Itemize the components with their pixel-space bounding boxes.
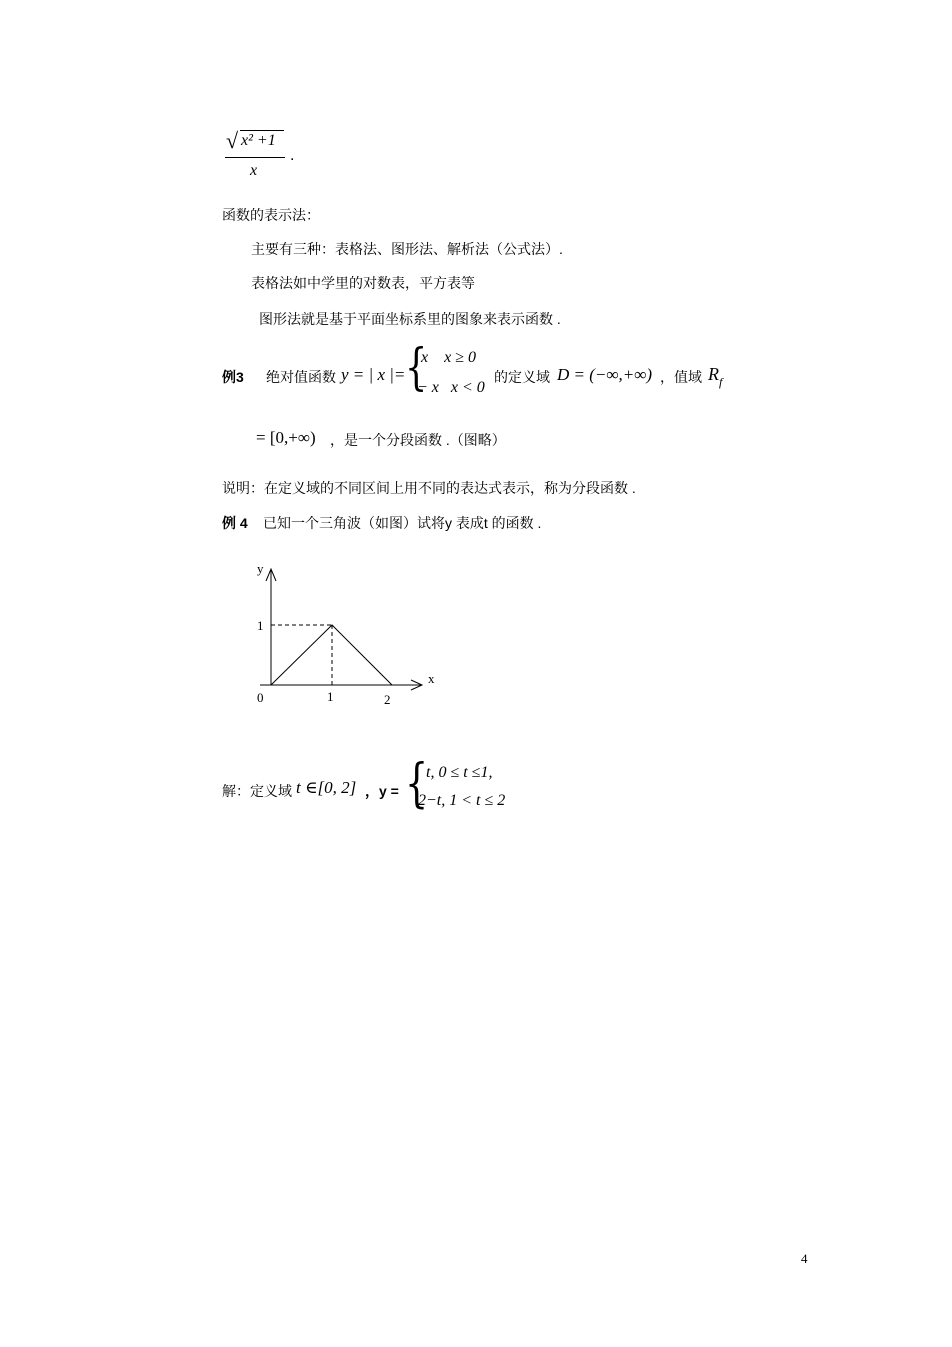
representation-line-2: 表格法如中学里的对数表，平方表等	[251, 275, 475, 291]
solution-domain: t ∈[0, 2]	[296, 778, 357, 797]
example-3-range-sub: f	[719, 375, 723, 389]
x-axis-label: x	[428, 671, 435, 686]
example-3-range-symbol: R	[708, 364, 719, 384]
example-4-text: 已知一个三角波（如图）试将y 表成t 的函数 .	[263, 515, 542, 531]
solution-case-2: 2−t, 1 < t ≤ 2	[418, 792, 506, 809]
example-3-range-text: ，值域	[660, 369, 702, 385]
x-tick-label-1: 1	[327, 689, 334, 704]
fraction-numerator: x² +1	[241, 132, 276, 149]
example-3-brace: {	[405, 338, 428, 396]
page-number: 4	[801, 1251, 808, 1266]
triangle-wave-figure	[240, 555, 450, 715]
example-3-range-expr: = [0,+∞)	[256, 428, 316, 447]
x-tick-label-2: 2	[384, 692, 391, 707]
example-3-func: y = | x |=	[341, 365, 406, 384]
section-heading: 函数的表示法：	[222, 207, 320, 223]
example-3-domain-text: 的定义域	[494, 369, 550, 385]
fraction-bar	[225, 157, 285, 158]
solution-y-label: ，y =	[365, 783, 399, 799]
representation-line-3: 图形法就是基于平面坐标系里的图象来表示函数 .	[259, 311, 561, 327]
example-3-label: 例3	[222, 369, 244, 385]
example-3-line-2-text: ，是一个分段函数 .（图略）	[330, 432, 506, 448]
example-3-case-1: x x ≥ 0	[421, 349, 476, 366]
y-axis-label: y	[257, 561, 264, 576]
y-tick-label-1: 1	[257, 618, 264, 633]
example-3-intro: 绝对值函数	[266, 369, 336, 385]
solution-brace: {	[405, 754, 429, 814]
example-3-case-2: − x x < 0	[417, 379, 485, 396]
sqrt-overline	[240, 130, 284, 131]
solution-prefix: 解：定义域	[222, 783, 292, 799]
example-3-domain-expr: D = (−∞,+∞)	[557, 365, 653, 384]
solution-case-1: t, 0 ≤ t ≤1,	[426, 764, 493, 781]
origin-label: 0	[257, 690, 264, 705]
fraction-denominator: x	[250, 162, 258, 179]
representation-line-1: 主要有三种：表格法、图形法、解析法（公式法）.	[251, 241, 563, 257]
note-piecewise: 说明：在定义域的不同区间上用不同的表达式表示，称为分段函数 .	[222, 480, 636, 496]
fraction-period: .	[290, 147, 295, 164]
sqrt-symbol: √	[226, 128, 239, 153]
example-4-label: 例 4	[222, 515, 248, 531]
